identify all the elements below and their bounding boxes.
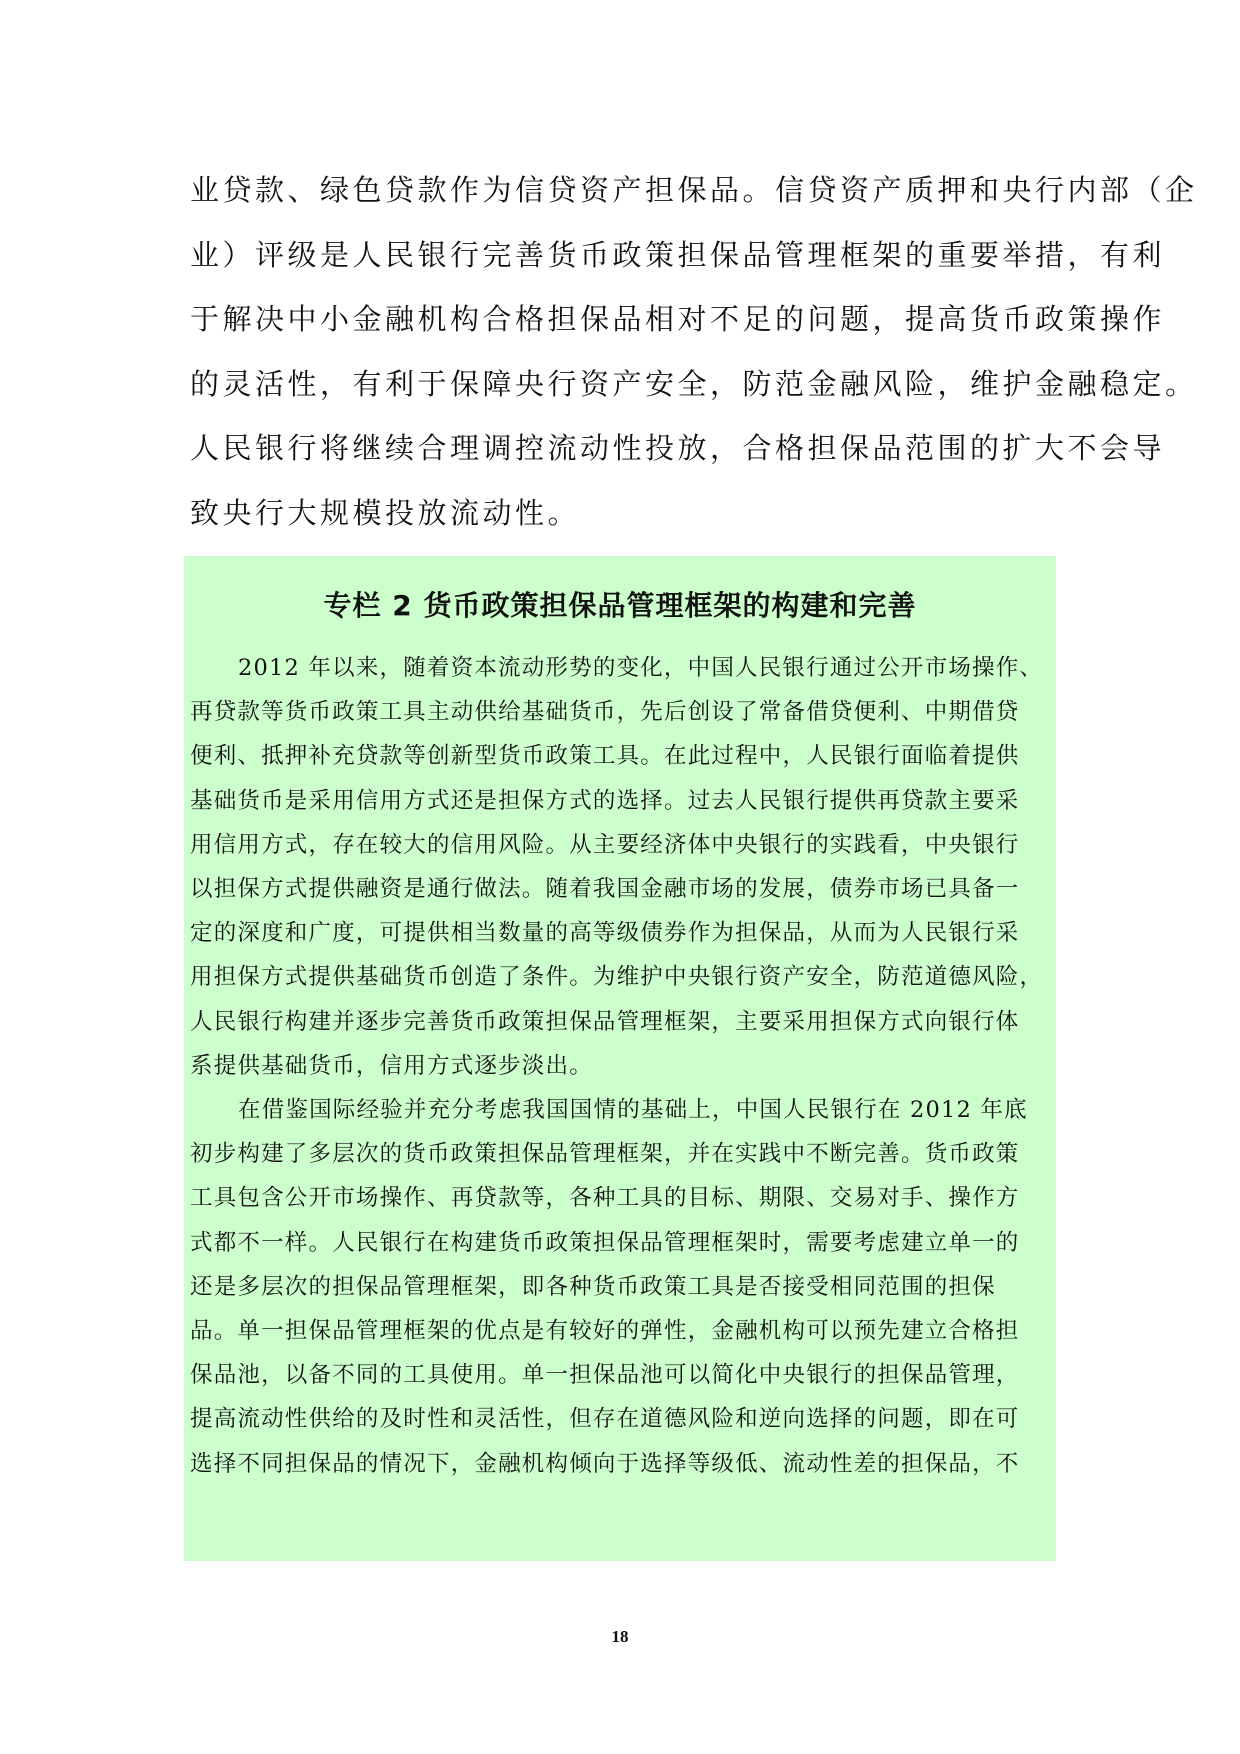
column-line: 2012 年以来，随着资本流动形势的变化，中国人民银行通过公开市场操作、 (238, 655, 1044, 681)
column-line: 人民银行构建并逐步完善货币政策担保品管理框架，主要采用担保方式向银行体 (190, 1008, 1020, 1035)
column-line: 以担保方式提供融资是通行做法。随着我国金融市场的发展，债券市场已具备一 (190, 876, 1020, 903)
column-line: 初步构建了多层次的货币政策担保品管理框架，并在实践中不断完善。货币政策 (190, 1141, 1020, 1168)
column-line: 在借鉴国际经验并充分考虑我国国情的基础上，中国人民银行在 2012 年底 (238, 1097, 1028, 1124)
column-line: 用信用方式，存在较大的信用风险。从主要经济体中央银行的实践看，中央银行 (190, 831, 1020, 858)
body-line: 人民银行将继续合理调控流动性投放，合格担保品范围的扩大不会导 (190, 431, 1166, 465)
column-line: 式都不一样。人民银行在构建货币政策担保品管理框架时，需要考虑建立单一的 (190, 1229, 1020, 1256)
column-line: 定的深度和广度，可提供相当数量的高等级债券作为担保品，从而为人民银行采 (190, 920, 1020, 947)
column-line: 保品池，以备不同的工具使用。单一担保品池可以简化中央银行的担保品管理， (190, 1362, 1020, 1389)
special-column-box (184, 556, 1056, 1561)
column-line: 便利、抵押补充贷款等创新型货币政策工具。在此过程中，人民银行面临着提供 (190, 743, 1020, 770)
column-body (190, 646, 1050, 1486)
body-paragraph (190, 158, 1198, 545)
column-line: 提高流动性供给的及时性和灵活性，但存在道德风险和逆向选择的问题，即在可 (190, 1406, 1020, 1433)
column-title: 专栏 2 货币政策担保品管理框架的构建和完善 (323, 589, 917, 622)
body-line: 业）评级是人民银行完善货币政策担保品管理框架的重要举措，有利 (190, 237, 1166, 272)
column-line: 工具包含公开市场操作、再贷款等，各种工具的目标、期限、交易对手、操作方 (190, 1185, 1020, 1212)
column-line: 基础货币是采用信用方式还是担保方式的选择。过去人民银行提供再贷款主要采 (190, 787, 1020, 814)
body-line: 的灵活性，有利于保障央行资产安全，防范金融风险，维护金融稳定。 (190, 366, 1198, 401)
column-line: 再贷款等货币政策工具主动供给基础货币，先后创设了常备借贷便利、中期借贷 (190, 699, 1020, 726)
body-line: 于解决中小金融机构合格担保品相对不足的问题，提高货币政策操作 (190, 302, 1166, 336)
body-line: 业贷款、绿色贷款作为信贷资产担保品。信贷资产质押和央行内部（企 (190, 173, 1198, 207)
column-line: 选择不同担保品的情况下，金融机构倾向于选择等级低、流动性差的担保品，不 (190, 1450, 1020, 1477)
column-line: 系提供基础货币，信用方式逐步淡出。 (190, 1052, 593, 1079)
column-line: 用担保方式提供基础货币创造了条件。为维护中央银行资产安全，防范道德风险， (190, 964, 1044, 991)
page-number: 18 (611, 1627, 629, 1646)
column-line: 还是多层次的担保品管理框架，即各种货币政策工具是否接受相同范围的担保 (190, 1273, 996, 1300)
body-line: 致央行大规模投放流动性。 (190, 495, 581, 530)
column-line: 品。单一担保品管理框架的优点是有较好的弹性，金融机构可以预先建立合格担 (190, 1318, 1020, 1345)
